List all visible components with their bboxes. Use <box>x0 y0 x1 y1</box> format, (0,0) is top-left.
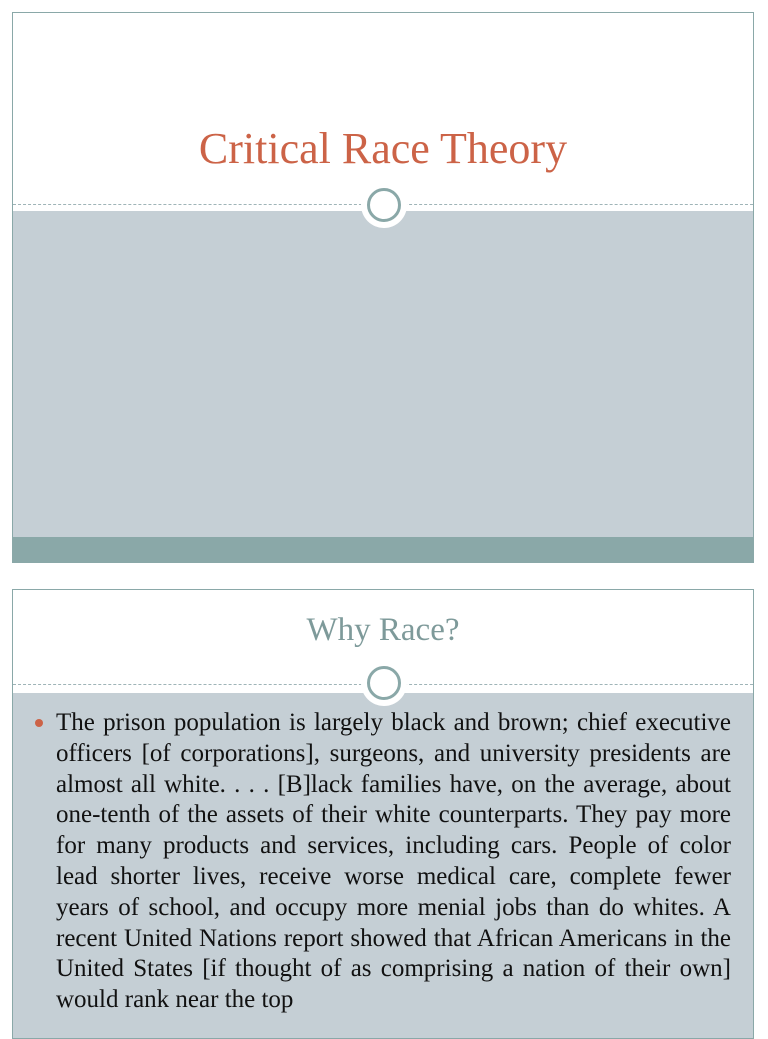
slide-2 <box>12 589 754 1039</box>
bullet-dot-icon <box>35 719 43 727</box>
slide-2-title: Why Race? <box>306 612 460 648</box>
content-band <box>13 211 753 537</box>
circle-ornament-icon <box>361 660 407 706</box>
bullet-text: The prison population is largely black and brown; chief executive officers [of corporations], surgeons, and university presidents are almost all white. . . . [B]lack families have, on the average, about one-tenth of the assets of their white counterparts. They pay more for many products and services, including cars. People of color lead shorter lives, receive worse medical care, complete fewer years of school, and occupy more menial jobs than do whites. A recent United Nations report showed that African Americans in the United States [if thought of as comprising a nation of their own] would rank near the top <box>56 709 731 1014</box>
bullet-list <box>13 708 753 1016</box>
slide-1 <box>12 12 754 563</box>
footer-bar <box>13 537 753 563</box>
circle-ornament-icon <box>361 182 407 228</box>
slide-1-title: Critical Race Theory <box>198 124 568 173</box>
bullet-item <box>13 708 753 1016</box>
